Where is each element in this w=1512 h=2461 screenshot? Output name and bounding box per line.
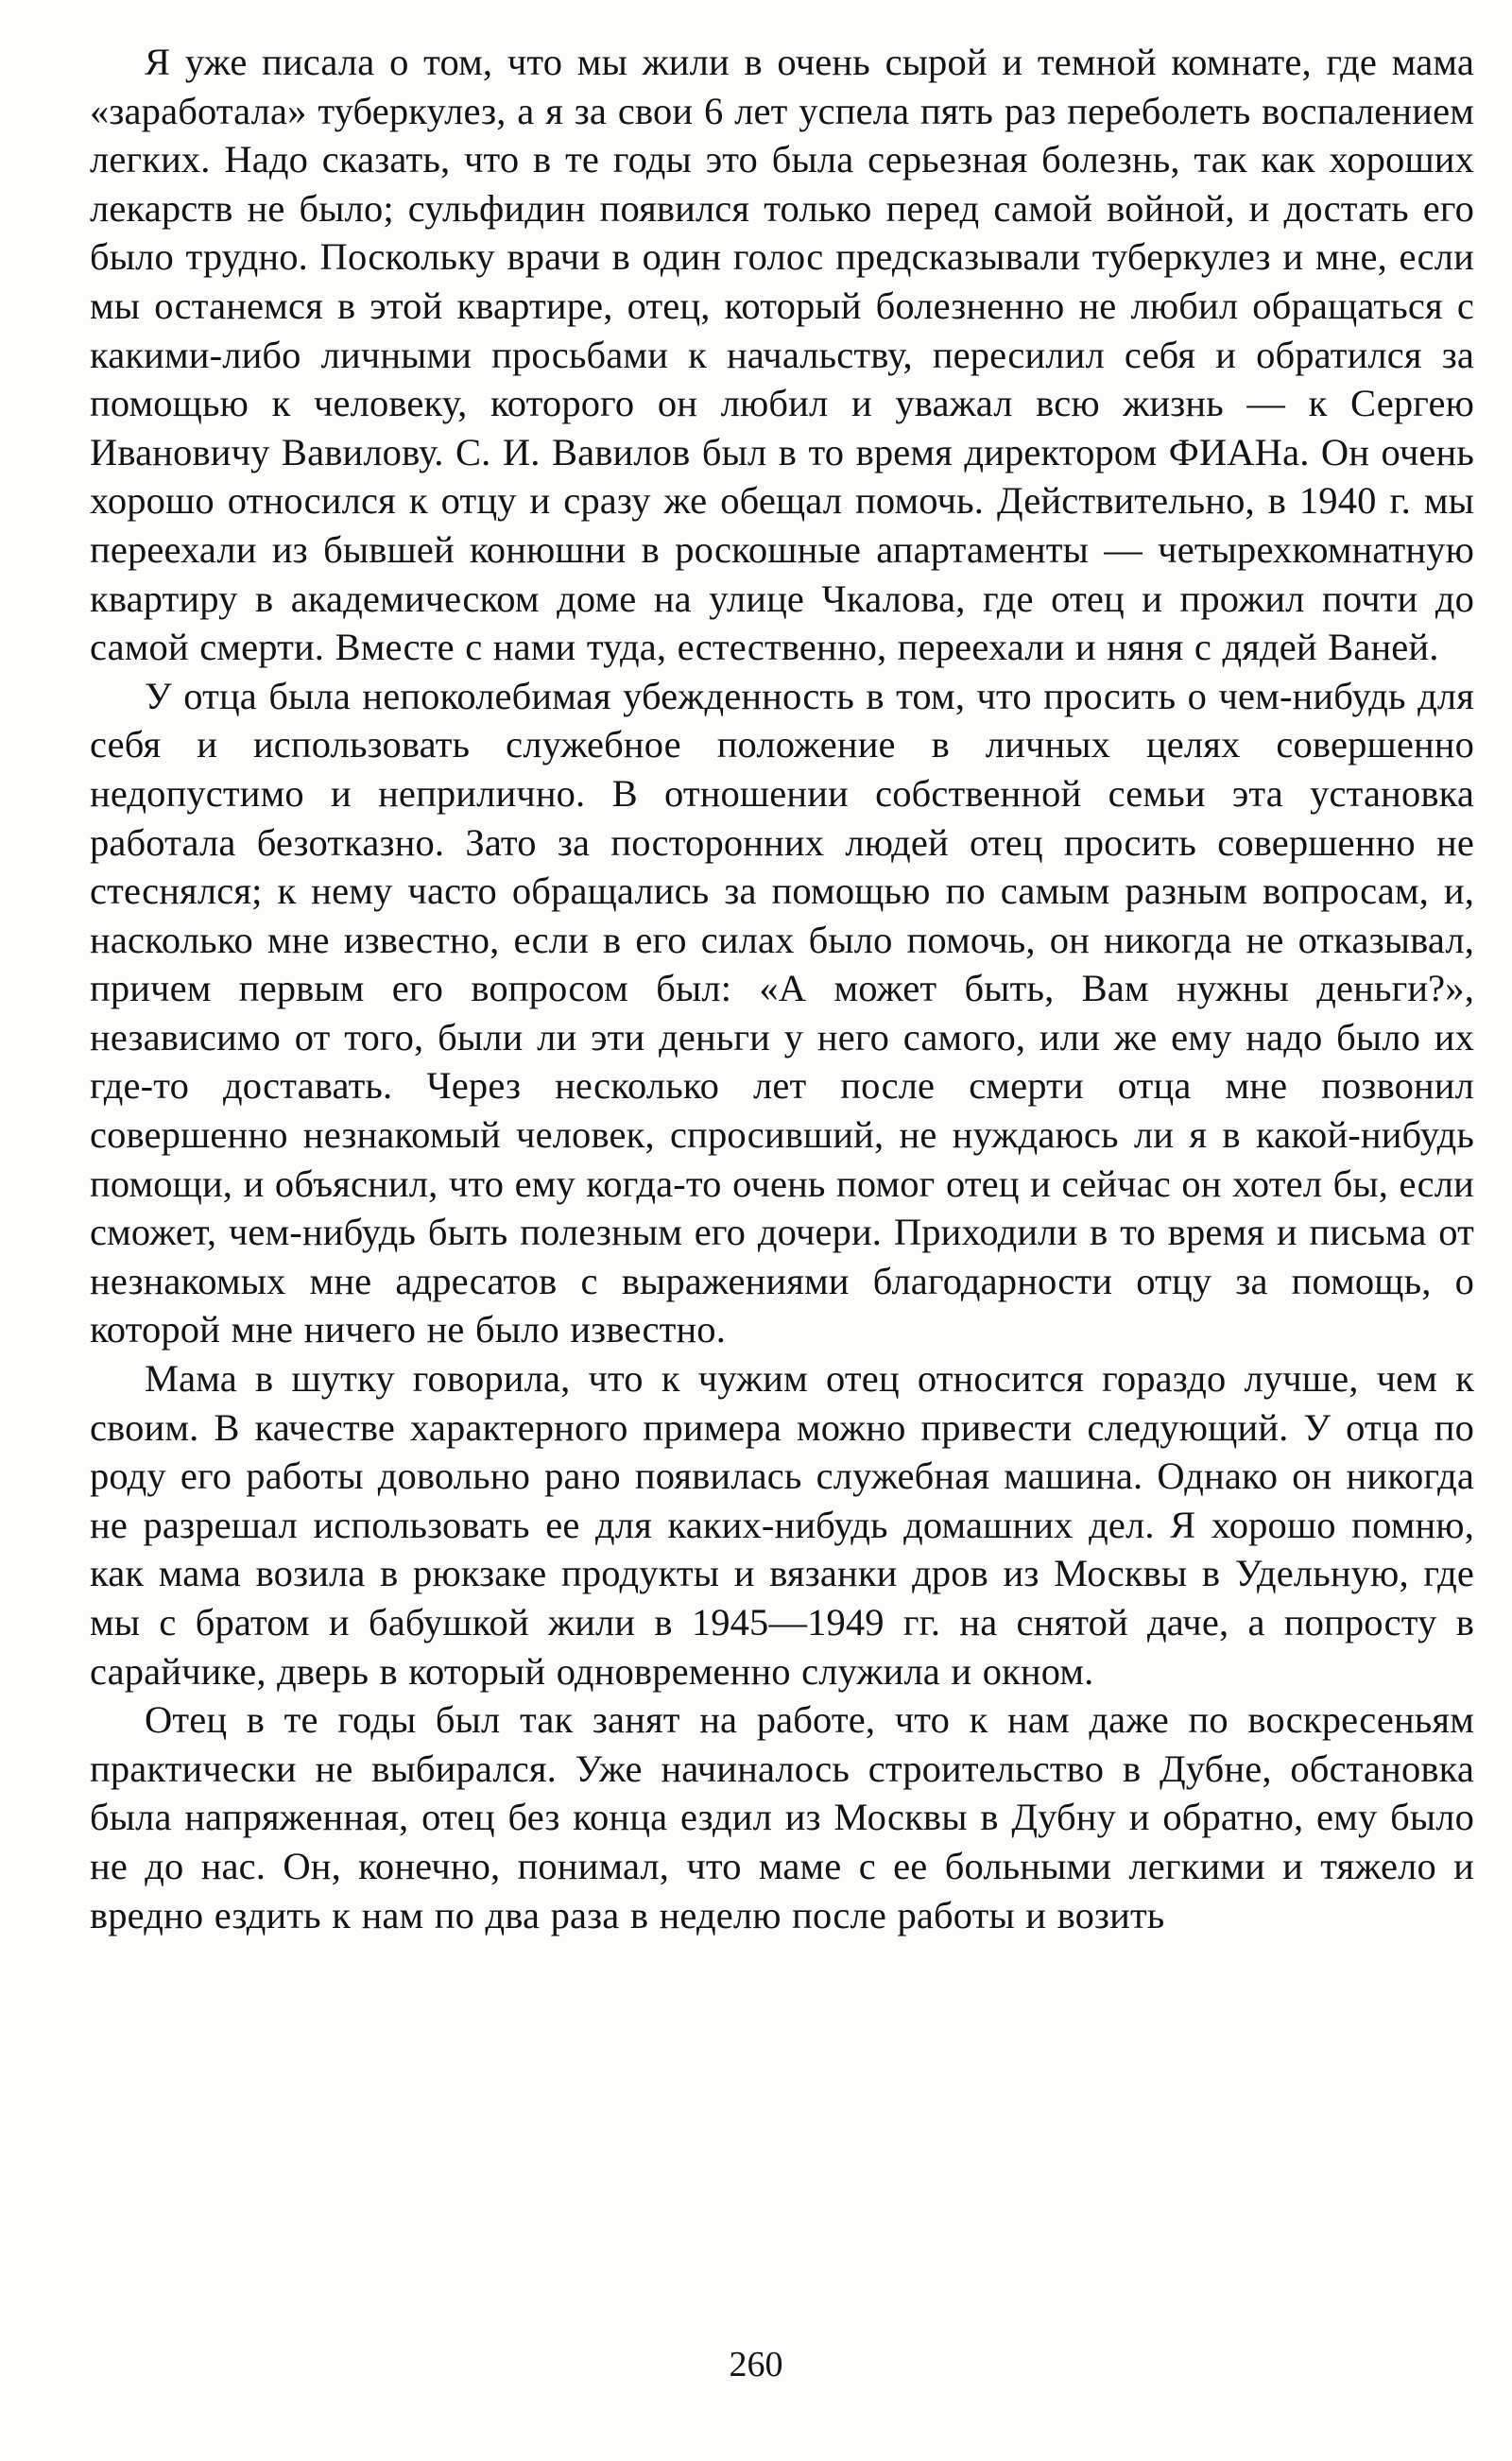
- paragraph: У отца была непоколебимая убежденность в том, что просить о чем-нибудь для себя и использовать служебное положение в личных целях совершенно недопустимо и неприлично. В отношении собственной семьи эта установка работала безотказно. Зато за посторонних людей отец просить совершенно не стеснялся; к нему часто обращались за помощью по самым разным вопросам, и, насколько мне известно, если в его силах было помочь, он никогда не отказывал, причем первым его вопросом был: «А может быть, Вам нужны деньги?», независимо от того, были ли эти деньги у него самого, или же ему надо было их где-то доставать. Через несколько лет после смерти отца мне позвонил совершенно незнакомый человек, спросивший, не нуждаюсь ли я в какой-нибудь помощи, и объяснил, что ему когда-то очень помог отец и сейчас он хотел бы, если сможет, чем-нибудь быть полезным его дочери. Приходили в то время и письма от незнакомых мне адресатов с выражениями благодарности отцу за помощь, о которой мне ничего не было известно.: [90, 674, 1474, 1351]
- page-number: 260: [729, 2345, 783, 2384]
- body-text: [90, 38, 1474, 1939]
- paragraph: Мама в шутку говорила, что к чужим отец относится гораздо лучше, чем к своим. В качестве характерного примера можно привести следующий. У отца по роду его работы довольно рано появилась служебная машина. Однако он никогда не разрешал использовать ее для каких-нибудь домашних дел. Я хорошо помню, как мама возила в рюкзаке продукты и вязанки дров из Москвы в Удельную, где мы с братом и бабушкой жили в 1945—1949 гг. на снятой даче, а попросту в сарайчике, дверь в который одновременно служила и окном.: [90, 1357, 1474, 1693]
- paragraph: Отец в те годы был так занят на работе, что к нам даже по воскресеньям практически не выбирался. Уже начиналось строительство в Дубне, обстановка была напряженная, отец без конца ездил из Москвы в Дубну и обратно, ему было не до нас. Он, конечно, понимал, что маме с ее больными легкими и тяжело и вредно ездить к нам по два раза в неделю после работы и возить: [90, 1698, 1474, 1936]
- paragraph: Я уже писала о том, что мы жили в очень сырой и темной комнате, где мама «заработала» туберкулез, а я за свои 6 лет успела пять раз переболеть воспалением легких. Надо сказать, что в те годы это была серьезная болезнь, так как хороших лекарств не было; сульфидин появился только перед самой войной, и достать его было трудно. Поскольку врачи в один голос предсказывали туберкулез и мне, если мы останемся в этой квартире, отец, который болезненно не любил обращаться с какими-либо личными просьбами к начальству, пересилил себя и обратился за помощью к человеку, которого он любил и уважал всю жизнь — к Сергею Ивановичу Вавилову. С. И. Вавилов был в то время директором ФИАНа. Он очень хорошо относился к отцу и сразу же обещал помочь. Действительно, в 1940 г. мы переехали из бывшей конюшни в роскошные апартаменты — четырехкомнатную квартиру в академическом доме на улице Чкалова, где отец и прожил почти до самой смерти. Вместе с нами туда, естественно, переехали и няня с дядей Ваней.: [90, 41, 1474, 669]
